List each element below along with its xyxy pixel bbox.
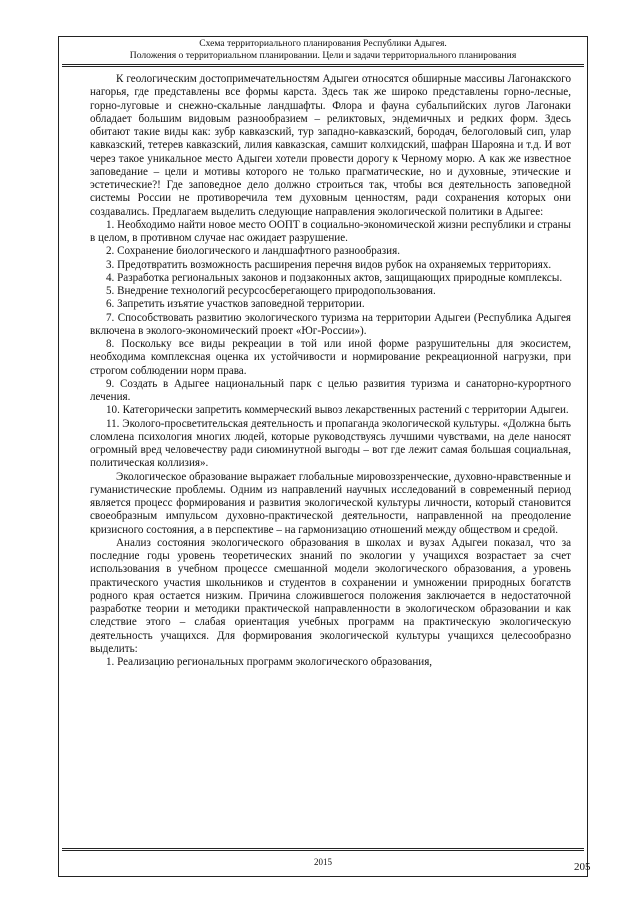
header-title: Схема территориального планирования Республики Адыгея.	[199, 38, 447, 49]
list-item: 10. Категорически запретить коммерческий вывоз лекарственных растений с территории Адыгеи.	[106, 404, 569, 417]
page-number: 205	[574, 861, 591, 873]
list-item: 3. Предотвратить возможность расширения перечня видов рубок на охраняемых территориях.	[106, 258, 552, 271]
document-body	[90, 73, 571, 669]
list-item: 9. Создать в Адыгее национальный парк с целью развития туризма и санаторно-курортного лечения.	[90, 377, 571, 403]
list-item: 5. Внедрение технологий ресурсосберегающего природопользования.	[106, 285, 436, 297]
footer-rule	[62, 848, 584, 849]
footer-year: 2015	[314, 857, 332, 867]
list-item: 6. Запретить изъятие участков заповедной территории.	[106, 298, 365, 311]
header-rule	[62, 64, 584, 65]
paragraph-analysis: Анализ состояния экологического образования в школах и вузах Адыгеи показал, что за последние годы уровень теоретических знаний по экологии у учащихся возрастает за счет использования в учебном процессе смешанной модели экологического образования, а уровень практического участия школьников и студентов в сохранении и умножении природных богатств родного края остается низким. Причина сложившегося положения заключается в недостаточной разработке теории и методики практической направленности в экологическом образовании и как следствие этого – слабая ориентация учебных программ на практическую экологическую деятельность учащихся. Для формирования экологической культуры учащихся целесообразно выделить:	[90, 536, 571, 655]
page-header	[58, 38, 588, 61]
list-item: 7. Способствовать развитию экологического туризма на территории Адыгеи (Республика Адыгея включена в эколого-экономический проект «Юг-России»).	[90, 311, 571, 337]
footer-rule-second	[62, 850, 584, 851]
list-item-last: 1. Реализацию региональных программ экологического образования,	[106, 656, 433, 668]
header-subtitle: Положения о территориальном планировании. Цели и задачи территориального планирования	[129, 49, 517, 61]
list-item: 8. Поскольку все виды рекреации в той или иной форме разрушительны для экосистем, необходима комплексная оценка их устойчивости и нормирование рекреационной нагрузки, при строгом соблюдении норм права.	[90, 338, 571, 377]
list-item: 4. Разработка региональных законов и подзаконных актов, защищающих природные комплексы.	[106, 271, 563, 284]
list-item: 1. Необходимо найти новое место ООПТ в социально-экономической жизни республики и страны в целом, в противном случае нас ожидает разрушение.	[90, 218, 571, 244]
header-rule-second	[62, 66, 584, 67]
paragraph-ecological-education: Экологическое образование выражает глобальные мировоззренческие, духовно-нравственные и гуманистические проблемы. Одним из направлений научных исследований в современный период является процесс формирования и развития экологической культуры личности, который становится своеобразным импульсом духовно-практической деятельности, направленной на преодоление кризисного состояния, а в перспективе – на гармонизацию отношений между обществом и средой.	[90, 470, 571, 536]
list-item: 2. Сохранение биологического и ландшафтного разнообразия.	[106, 245, 400, 258]
paragraph-intro: К геологическим достопримечательностям Адыгеи относятся обширные массивы Лагонакского нагорья, где представлены все формы карста. Здесь так же широко представлены горно-лесные, горно-луговые и снежно-скальные ландшафты. Флора и фауна субальпийских лугов Лагонаки обладает большим видовым разнообразием – реликтовых, эндемичных и редких форм. Здесь обитают такие виды как: зубр кавказский, тур западно-кавказский, бородач, белоголовый сип, улар кавказский, тетерев кавказский, лилия кавказская, самшит колхидский, шафран Шарояна и т.д. И вот через такое уникальное место Адыгеи хотели провести дорогу к Черному морю. А как же известное заповедание – цели и мотивы которого не только прагматические, но и духовные, этические и эстетические?! Где заповедное дело должно строиться так, чтобы вся деятельность заповедной системы России не противоречила тем духовным ценностям, ради сохранения которых они создавались. Предлагаем выделить следующие направления экологической политики в Адыгее:	[90, 73, 571, 218]
list-item: 11. Эколого-просветительская деятельность и пропаганда экологической культуры. «Должна быть сломлена психология многих людей, которые руководствуясь лучшими чувствами, на деле наносят огромный вред человечеству ради сиюминутной выгоды – вот где лежит самая большая социальная, политическая коллизия».	[90, 417, 571, 470]
